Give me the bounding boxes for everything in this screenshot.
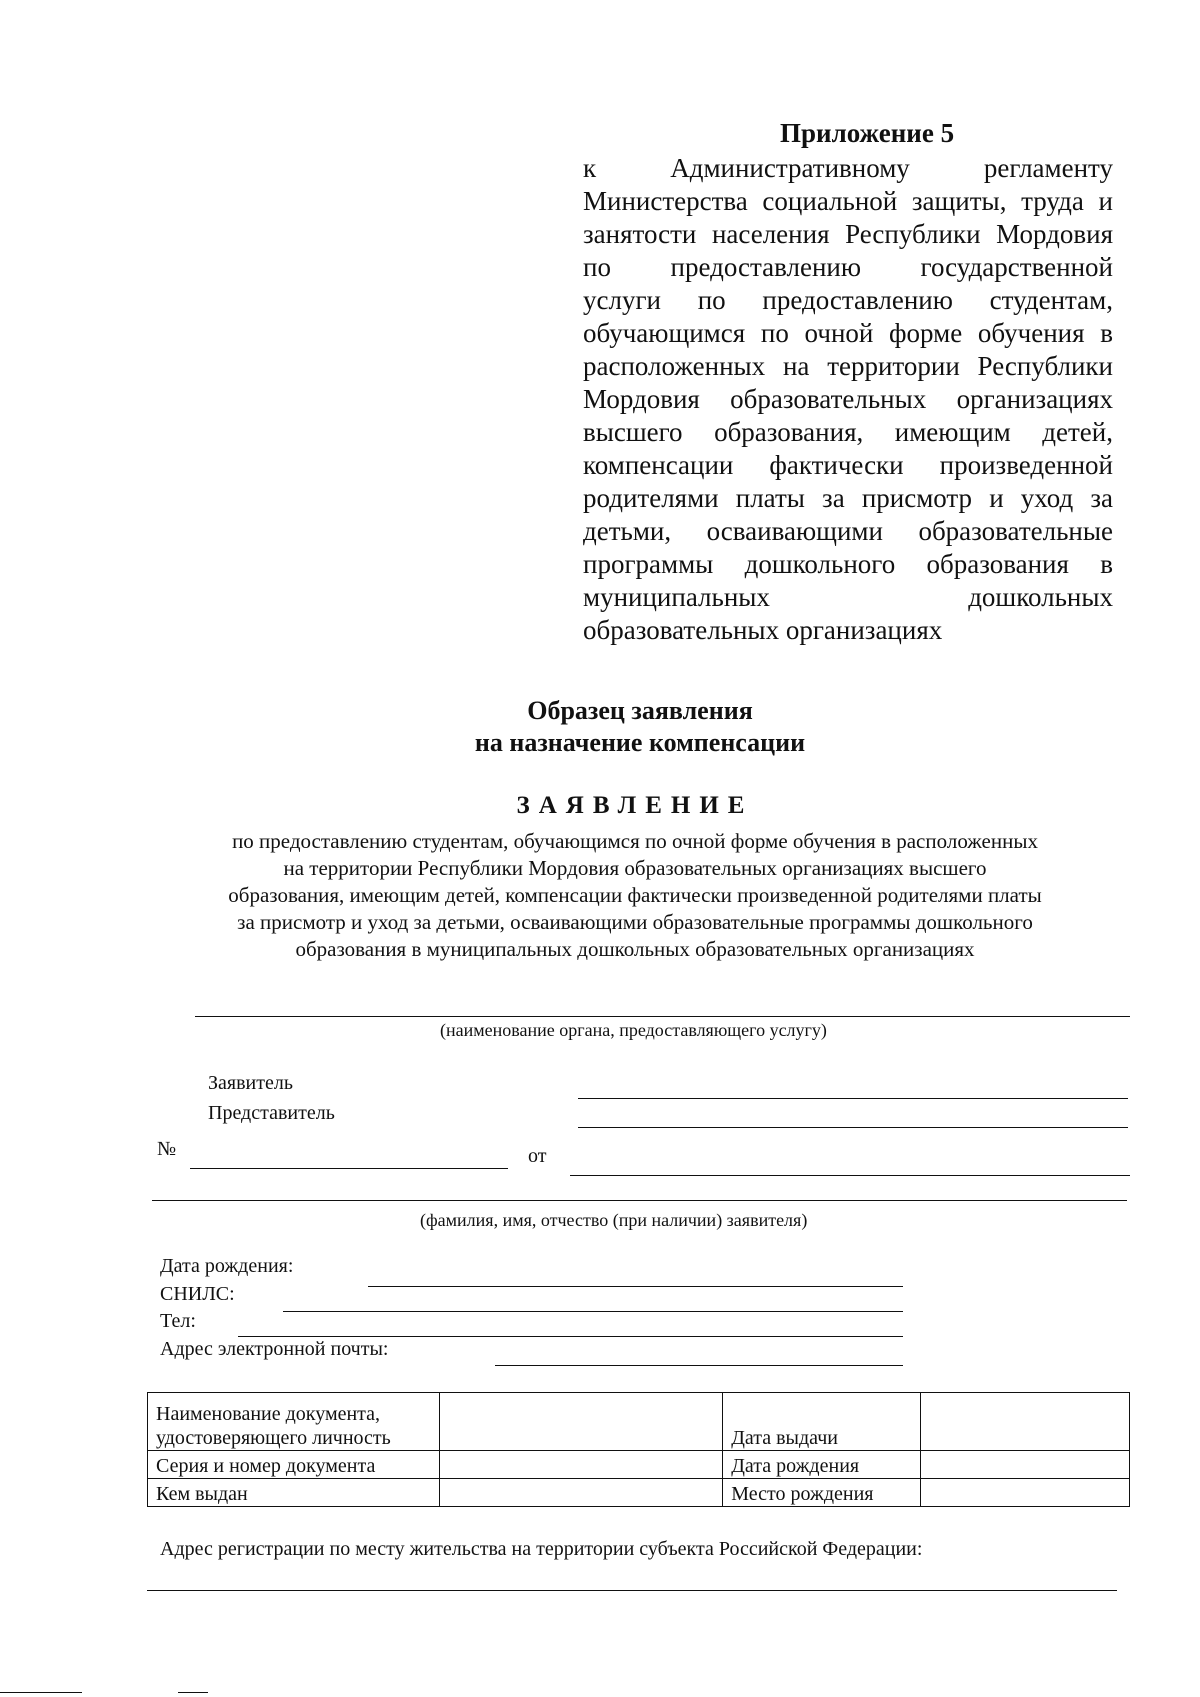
subtitle-line: за присмотр и уход за детьми, осваивающими образовательные программы дошкольного <box>237 910 1033 934</box>
from-label: от <box>528 1145 547 1167</box>
birth-date-table-value[interactable] <box>920 1451 1129 1479</box>
applicant-line[interactable] <box>578 1098 1128 1099</box>
birth-place-value[interactable] <box>920 1479 1129 1507</box>
snils-line[interactable] <box>283 1311 903 1312</box>
number-label: № <box>157 1138 177 1160</box>
representative-line[interactable] <box>578 1127 1128 1128</box>
issue-date-value[interactable] <box>920 1393 1129 1451</box>
table-row <box>148 1451 1130 1479</box>
birth-date-table-label: Дата рождения <box>723 1451 921 1479</box>
appendix-line: Министерства социальной защиты, труда и <box>583 186 1113 216</box>
appendix-reference-text <box>583 152 1113 647</box>
appendix-line: родителями платы за присмотр и уход за <box>583 483 1113 513</box>
snils-label: СНИЛС: <box>160 1283 235 1305</box>
birth-date-line[interactable] <box>368 1286 903 1287</box>
appendix-line: расположенных на территории Республики <box>583 351 1113 381</box>
subtitle-line: по предоставлению студентам, обучающимся по очной форме обучения в расположенных <box>232 829 1038 853</box>
email-line[interactable] <box>495 1365 903 1366</box>
birth-date-label: Дата рождения: <box>160 1255 294 1277</box>
scan-mark <box>0 1692 82 1693</box>
birth-place-label: Место рождения <box>723 1479 921 1507</box>
applicant-label: Заявитель <box>208 1072 293 1094</box>
fio-line[interactable] <box>152 1200 1127 1201</box>
issue-date-label: Дата выдачи <box>723 1393 921 1451</box>
appendix-line: компенсации фактически произведенной <box>583 450 1113 480</box>
phone-label: Тел: <box>160 1310 196 1332</box>
appendix-line: высшего образования, имеющим детей, <box>583 417 1113 447</box>
registration-address-line[interactable] <box>147 1590 1117 1591</box>
appendix-line: занятости населения Республики Мордовия <box>583 219 1113 249</box>
appendix-line: обучающимся по очной форме обучения в <box>583 318 1113 348</box>
application-heading: ЗАЯВЛЕНИЕ <box>516 792 754 819</box>
registration-address-label: Адрес регистрации по месту жительства на территории субъекта Российской Федерации: <box>160 1538 923 1560</box>
subtitle-line: на территории Республики Мордовия образовательных организациях высшего <box>283 856 987 880</box>
sample-subtitle: на назначение компенсации <box>474 728 806 757</box>
sample-title: Образец заявления <box>527 696 753 725</box>
email-label: Адрес электронной почты: <box>160 1338 389 1360</box>
appendix-line: программы дошкольного образования в <box>583 549 1113 579</box>
from-line[interactable] <box>570 1175 1130 1176</box>
scan-mark <box>178 1692 208 1693</box>
doc-name-value[interactable] <box>440 1393 723 1451</box>
appendix-line: Мордовия образовательных организациях <box>583 384 1113 414</box>
organ-caption: (наименование органа, предоставляющего услугу) <box>440 1020 827 1040</box>
doc-series-label: Серия и номер документа <box>148 1451 440 1479</box>
appendix-line: услуги по предоставлению студентам, <box>583 285 1113 315</box>
subtitle-line: образования, имеющим детей, компенсации фактически произведенной родителями платы <box>228 883 1042 907</box>
doc-name-label: Наименование документа, удостоверяющего личность <box>148 1393 440 1451</box>
appendix-line: к Административному регламенту <box>583 153 1113 183</box>
id-document-table <box>147 1392 1130 1507</box>
organ-name-line[interactable] <box>195 1016 1130 1017</box>
appendix-line: детьми, осваивающими образовательные <box>583 516 1113 546</box>
representative-label: Представитель <box>208 1102 335 1124</box>
appendix-title: Приложение 5 <box>780 118 955 148</box>
application-subtitle <box>140 828 1130 963</box>
fio-caption: (фамилия, имя, отчество (при наличии) заявителя) <box>420 1210 808 1230</box>
appendix-line: муниципальных дошкольных <box>583 582 1113 612</box>
subtitle-line: образования в муниципальных дошкольных образовательных организациях <box>295 937 975 961</box>
doc-series-value[interactable] <box>440 1451 723 1479</box>
appendix-line: по предоставлению государственной <box>583 252 1113 282</box>
appendix-line: образовательных организациях <box>583 615 943 645</box>
issued-by-value[interactable] <box>440 1479 723 1507</box>
phone-line[interactable] <box>238 1336 903 1337</box>
issued-by-label: Кем выдан <box>148 1479 440 1507</box>
table-row <box>148 1393 1130 1451</box>
number-line[interactable] <box>190 1168 508 1169</box>
table-row <box>148 1479 1130 1507</box>
